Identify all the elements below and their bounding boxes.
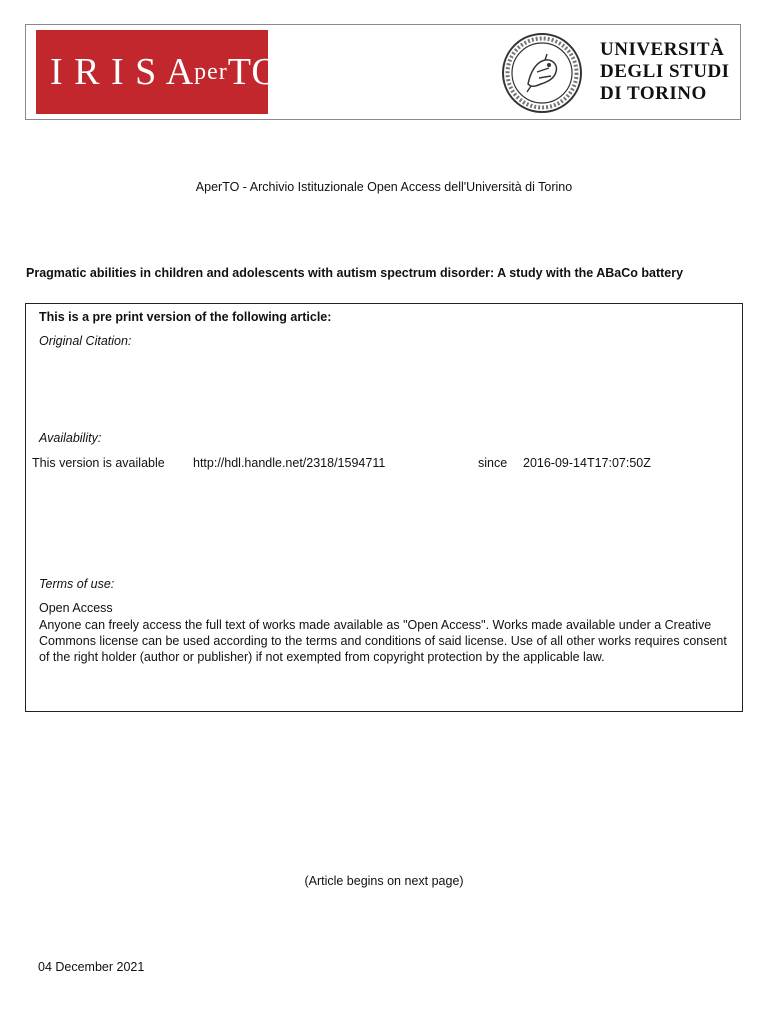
university-name-line: DI TORINO <box>600 83 707 104</box>
terms-body: Anyone can freely access the full text of works made available as "Open Access". Works made available under a Creative Commons license can be used according to the terms and conditions of said license. Use of all other works requires consent of the right holder (author or publisher) if not exempted from copyright protection by the applicable law. <box>39 618 727 664</box>
logo-text-tail: TO <box>227 51 280 93</box>
logo-text-main: I R I S A <box>50 51 195 93</box>
since-label: since <box>478 456 508 470</box>
header-banner <box>25 24 741 120</box>
availability-date: 2016-09-14T17:07:50Z <box>523 456 651 470</box>
article-info-box <box>25 303 743 712</box>
article-title: Pragmatic abilities in children and adolescents with autism spectrum disorder: A study with the ABaCo battery <box>26 266 684 280</box>
logo-text-small: per <box>194 58 228 85</box>
university-name-line: UNIVERSITÀ <box>600 39 725 60</box>
original-citation-label: Original Citation: <box>39 334 132 348</box>
university-name-line: DEGLI STUDI <box>600 61 730 82</box>
open-access-title: Open Access <box>39 601 113 615</box>
footer-date: 04 December 2021 <box>38 960 145 974</box>
availability-text: This version is available <box>32 456 165 470</box>
repository-line: AperTO - Archivio Istituzionale Open Access dell'Università di Torino <box>195 180 573 194</box>
handle-link[interactable]: http://hdl.handle.net/2318/1594711 <box>193 456 386 470</box>
terms-of-use-label: Terms of use: <box>39 577 115 591</box>
university-name <box>600 39 740 105</box>
university-seal-icon <box>501 32 583 114</box>
box-heading: This is a pre print version of the following article: <box>39 310 332 324</box>
iris-aperto-logo <box>36 30 280 114</box>
continuation-note: (Article begins on next page) <box>304 874 464 888</box>
availability-label: Availability: <box>39 431 102 445</box>
